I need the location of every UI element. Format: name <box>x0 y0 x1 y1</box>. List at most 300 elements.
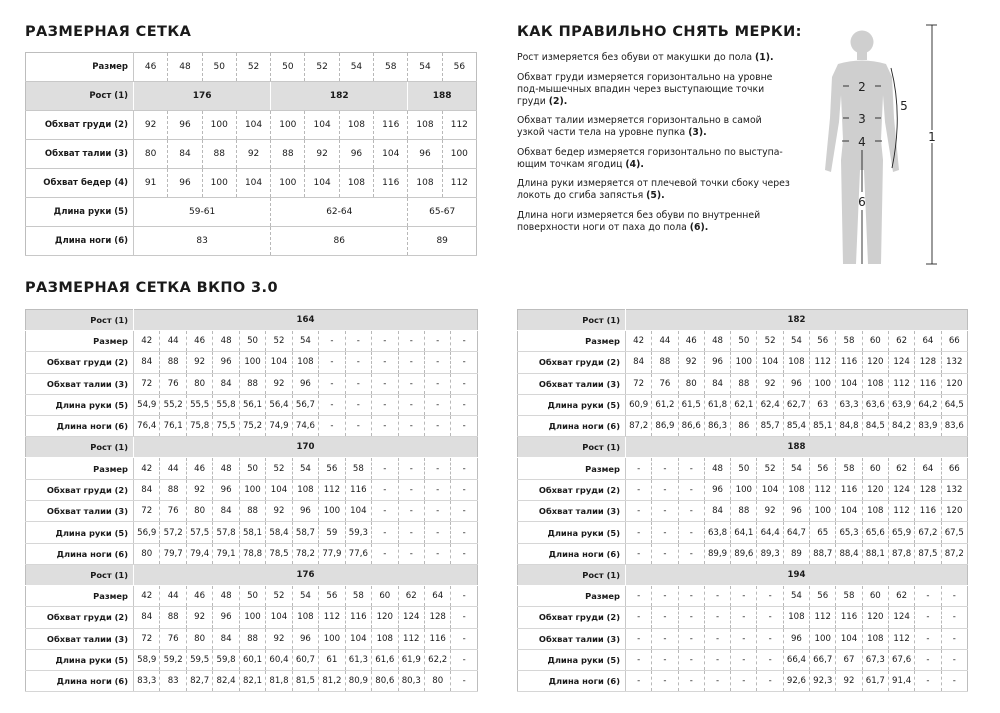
size-cell: 92 <box>678 352 704 373</box>
size-cell: 46 <box>678 331 704 352</box>
grid-cell: 52 <box>236 53 270 82</box>
grid-cell: 56 <box>442 53 476 82</box>
size-row-label: Обхват талии (3) <box>518 628 626 649</box>
size-cell: 54,9 <box>134 394 160 415</box>
grid-row <box>26 227 477 256</box>
grid-cell: 100 <box>271 169 305 198</box>
size-cell: - <box>731 671 757 692</box>
size-cell: 59,5 <box>186 649 212 670</box>
size-cell: 84 <box>213 628 239 649</box>
size-cell: 96 <box>292 373 318 394</box>
size-cell: - <box>678 649 704 670</box>
size-cell: 64,2 <box>915 394 941 415</box>
howto-list <box>517 52 792 241</box>
grid-group-cell: 182 <box>271 82 408 111</box>
grid-cell: 46 <box>134 53 168 82</box>
size-cell: 108 <box>292 352 318 373</box>
size-row <box>26 649 478 670</box>
size-cell: 63,9 <box>888 394 914 415</box>
size-cell: 120 <box>941 373 967 394</box>
howto-item <box>517 52 792 64</box>
size-cell: 92 <box>186 352 212 373</box>
size-cell: 104 <box>836 501 862 522</box>
howto-ref: (6). <box>689 221 709 233</box>
size-row <box>518 543 968 564</box>
size-cell: 59,3 <box>345 522 371 543</box>
size-cell: 52 <box>757 458 783 479</box>
grid-cell: 100 <box>442 140 476 169</box>
size-cell: 80 <box>678 373 704 394</box>
grid-cell: 96 <box>339 140 373 169</box>
size-cell: - <box>757 671 783 692</box>
size-cell: - <box>345 394 371 415</box>
size-cell: 116 <box>345 479 371 500</box>
size-cell: 124 <box>888 479 914 500</box>
size-cell: 55,8 <box>213 394 239 415</box>
size-cell: - <box>398 501 424 522</box>
size-cell: 56,7 <box>292 394 318 415</box>
size-cell: 112 <box>888 628 914 649</box>
size-cell: 88 <box>160 607 186 628</box>
size-cell: 48 <box>213 585 239 606</box>
size-cell: 120 <box>862 479 888 500</box>
vkpo-left-table <box>25 309 478 692</box>
size-cell: - <box>626 501 652 522</box>
size-cell: 116 <box>915 373 941 394</box>
size-row-label: Обхват талии (3) <box>26 373 134 394</box>
size-cell: 65 <box>810 522 836 543</box>
size-cell: - <box>652 479 678 500</box>
grid-cell: 116 <box>374 169 408 198</box>
size-row <box>518 585 968 606</box>
size-cell: 112 <box>810 352 836 373</box>
size-cell: 52 <box>757 331 783 352</box>
size-cell: 108 <box>783 479 809 500</box>
size-cell: - <box>704 628 730 649</box>
howto-text: Обхват талии измеряется горизонтально в самой узкой части тела на уровне пупка <box>517 115 762 138</box>
size-cell: 76 <box>160 628 186 649</box>
size-cell: 100 <box>239 607 265 628</box>
howto-ref: (4). <box>625 158 644 170</box>
size-grid-title: РАЗМЕРНАЯ СЕТКА <box>25 24 192 40</box>
size-cell: 76 <box>652 373 678 394</box>
size-cell: - <box>451 373 478 394</box>
size-cell: - <box>652 543 678 564</box>
size-cell: 128 <box>424 607 450 628</box>
size-cell: 116 <box>836 352 862 373</box>
size-cell: 56,4 <box>266 394 292 415</box>
size-cell: 44 <box>652 331 678 352</box>
size-cell: 112 <box>319 479 345 500</box>
size-cell: 92 <box>186 479 212 500</box>
grid-cell: 92 <box>134 111 168 140</box>
size-cell: - <box>704 649 730 670</box>
size-cell: - <box>626 458 652 479</box>
size-cell: 112 <box>810 479 836 500</box>
size-cell: 87,5 <box>915 543 941 564</box>
size-cell: 62 <box>888 458 914 479</box>
howto-text: Обхват бедер измеряется горизонтально по выступа-ющим точкам ягодиц <box>517 146 783 170</box>
size-row <box>26 628 478 649</box>
size-cell: - <box>424 373 450 394</box>
grid-cell: 92 <box>305 140 339 169</box>
howto-item <box>517 178 792 202</box>
grid-cell: 116 <box>374 111 408 140</box>
size-cell: 80 <box>424 671 450 692</box>
size-row <box>518 501 968 522</box>
size-cell: 116 <box>836 479 862 500</box>
size-cell: - <box>915 628 941 649</box>
size-row-label: Длина руки (5) <box>26 649 134 670</box>
grid-cell: 108 <box>339 111 373 140</box>
size-row-label: Обхват груди (2) <box>26 352 134 373</box>
grid-group-cell: 59-61 <box>134 198 271 227</box>
size-cell: 104 <box>836 373 862 394</box>
size-cell: 120 <box>372 607 398 628</box>
size-cell: 76 <box>160 501 186 522</box>
size-cell: 46 <box>186 585 212 606</box>
grid-cell: 88 <box>202 140 236 169</box>
size-cell: 84 <box>213 373 239 394</box>
size-cell: 116 <box>345 607 371 628</box>
size-cell: - <box>398 543 424 564</box>
howto-ref: (3). <box>688 127 707 138</box>
size-cell: 84 <box>704 373 730 394</box>
size-cell: - <box>451 352 478 373</box>
grid-cell: 80 <box>134 140 168 169</box>
size-cell: 63,8 <box>704 522 730 543</box>
size-cell: - <box>319 331 345 352</box>
size-row <box>26 522 478 543</box>
size-cell: 88 <box>652 352 678 373</box>
size-cell: 92,6 <box>783 671 809 692</box>
size-cell: 63,6 <box>862 394 888 415</box>
size-cell: - <box>451 543 478 564</box>
size-row-label: Обхват груди (2) <box>518 352 626 373</box>
size-cell: 59,8 <box>213 649 239 670</box>
size-cell: 88 <box>239 501 265 522</box>
size-cell: 88 <box>239 373 265 394</box>
size-row <box>518 394 968 415</box>
size-cell: - <box>757 585 783 606</box>
size-row <box>518 352 968 373</box>
size-cell: 83,9 <box>915 416 941 437</box>
size-cell: 84 <box>704 501 730 522</box>
size-cell: - <box>757 607 783 628</box>
grid-group-cell: 83 <box>134 227 271 256</box>
size-cell: - <box>678 628 704 649</box>
size-cell: 58 <box>836 585 862 606</box>
size-cell: 112 <box>888 373 914 394</box>
size-row-label: Размер <box>518 458 626 479</box>
grid-row-label: Обхват бедер (4) <box>26 169 134 198</box>
size-cell: - <box>678 607 704 628</box>
grid-group-cell: 86 <box>271 227 408 256</box>
size-cell: 132 <box>941 479 967 500</box>
size-cell: - <box>652 607 678 628</box>
size-cell: 85,7 <box>757 416 783 437</box>
size-row-label: Обхват талии (3) <box>26 628 134 649</box>
size-cell: - <box>731 628 757 649</box>
size-row-label: Длина ноги (6) <box>518 671 626 692</box>
size-cell: - <box>704 671 730 692</box>
size-cell: 64 <box>915 331 941 352</box>
howto-ref: (1). <box>755 52 774 63</box>
grid-cell: 108 <box>408 169 442 198</box>
size-cell: 62,2 <box>424 649 450 670</box>
size-cell: 63,3 <box>836 394 862 415</box>
size-cell: - <box>941 607 967 628</box>
size-cell: 88,7 <box>810 543 836 564</box>
size-cell: 56 <box>810 585 836 606</box>
size-cell: 65,6 <box>862 522 888 543</box>
grid-row-label: Обхват груди (2) <box>26 111 134 140</box>
grid-cell: 104 <box>374 140 408 169</box>
size-row <box>518 331 968 352</box>
size-cell: - <box>757 628 783 649</box>
size-cell: 89 <box>783 543 809 564</box>
size-row <box>26 479 478 500</box>
size-cell: - <box>678 522 704 543</box>
size-cell: 96 <box>213 352 239 373</box>
size-cell: - <box>451 649 478 670</box>
size-cell: - <box>451 331 478 352</box>
size-row-label: Обхват груди (2) <box>26 607 134 628</box>
size-row <box>26 373 478 394</box>
size-cell: 44 <box>160 331 186 352</box>
size-cell: 54 <box>783 585 809 606</box>
size-cell: 88 <box>731 373 757 394</box>
grid-row-label: Длина ноги (6) <box>26 227 134 256</box>
size-cell: 62 <box>888 331 914 352</box>
size-row-label: Размер <box>26 458 134 479</box>
size-cell: 65,9 <box>888 522 914 543</box>
size-cell: 61,9 <box>398 649 424 670</box>
grid-row-label: Размер <box>26 53 134 82</box>
size-cell: 79,7 <box>160 543 186 564</box>
size-cell: 92 <box>266 501 292 522</box>
size-cell: 67,6 <box>888 649 914 670</box>
grid-cell: 96 <box>168 169 202 198</box>
size-cell: - <box>626 543 652 564</box>
size-cell: - <box>451 458 478 479</box>
size-grid-table <box>25 52 477 256</box>
size-cell: - <box>372 479 398 500</box>
size-cell: - <box>678 501 704 522</box>
height-row <box>26 310 478 331</box>
size-cell: 96 <box>292 628 318 649</box>
grid-group-cell: 176 <box>134 82 271 111</box>
size-cell: 81,8 <box>266 671 292 692</box>
size-cell: 78,5 <box>266 543 292 564</box>
mark-waist: 3 <box>858 112 866 126</box>
size-cell: 57,8 <box>213 522 239 543</box>
size-cell: 64,5 <box>941 394 967 415</box>
size-cell: 62,7 <box>783 394 809 415</box>
size-row-label: Обхват груди (2) <box>518 479 626 500</box>
size-cell: - <box>424 331 450 352</box>
size-cell: 92,3 <box>810 671 836 692</box>
size-row <box>26 416 478 437</box>
size-cell: 92 <box>266 373 292 394</box>
size-cell: 48 <box>704 458 730 479</box>
howto-text: Длина руки измеряется от плечевой точки сбоку через локоть до сгиба запястья <box>517 178 790 201</box>
grid-row-label: Обхват талии (3) <box>26 140 134 169</box>
size-cell: - <box>372 543 398 564</box>
size-cell: 80 <box>186 628 212 649</box>
size-cell: 83,6 <box>941 416 967 437</box>
size-cell: 74,6 <box>292 416 318 437</box>
size-cell: 120 <box>862 607 888 628</box>
size-row <box>518 416 968 437</box>
size-row <box>26 331 478 352</box>
size-cell: - <box>626 479 652 500</box>
size-cell: 104 <box>757 352 783 373</box>
size-cell: - <box>345 331 371 352</box>
size-cell: - <box>372 331 398 352</box>
size-cell: 61,5 <box>678 394 704 415</box>
mark-chest: 2 <box>858 80 866 94</box>
size-cell: - <box>424 394 450 415</box>
size-cell: 124 <box>398 607 424 628</box>
howto-ref: (2). <box>548 95 568 107</box>
grid-cell: 88 <box>271 140 305 169</box>
grid-row-label: Длина руки (5) <box>26 198 134 227</box>
size-cell: 132 <box>941 352 967 373</box>
size-cell: - <box>398 522 424 543</box>
size-cell: 61,2 <box>652 394 678 415</box>
size-row <box>26 607 478 628</box>
size-cell: - <box>372 373 398 394</box>
size-cell: 50 <box>731 458 757 479</box>
size-cell: - <box>652 501 678 522</box>
size-cell: 42 <box>134 585 160 606</box>
size-cell: 96 <box>213 479 239 500</box>
size-cell: 84,5 <box>862 416 888 437</box>
size-cell: 104 <box>345 628 371 649</box>
size-cell: - <box>626 671 652 692</box>
size-cell: 62,4 <box>757 394 783 415</box>
size-cell: 96 <box>783 373 809 394</box>
grid-cell: 104 <box>305 169 339 198</box>
size-cell: 60 <box>862 585 888 606</box>
size-cell: - <box>915 671 941 692</box>
height-row <box>518 564 968 585</box>
height-label: Рост (1) <box>26 437 134 458</box>
size-cell: 84 <box>134 352 160 373</box>
size-cell: 80,6 <box>372 671 398 692</box>
size-cell: 80 <box>134 543 160 564</box>
grid-row <box>26 53 477 82</box>
size-cell: 81,2 <box>319 671 345 692</box>
size-row <box>518 458 968 479</box>
size-cell: 124 <box>888 352 914 373</box>
size-cell: 75,5 <box>213 416 239 437</box>
size-cell: - <box>372 394 398 415</box>
size-cell: 74,9 <box>266 416 292 437</box>
size-cell: 112 <box>810 607 836 628</box>
size-cell: 100 <box>810 628 836 649</box>
size-cell: 87,2 <box>941 543 967 564</box>
size-cell: 128 <box>915 352 941 373</box>
grid-row <box>26 82 477 111</box>
grid-cell: 108 <box>339 169 373 198</box>
size-cell: - <box>652 585 678 606</box>
size-cell: 62 <box>888 585 914 606</box>
size-cell: - <box>652 671 678 692</box>
size-cell: - <box>398 416 424 437</box>
size-cell: 100 <box>810 501 836 522</box>
size-cell: 84,2 <box>888 416 914 437</box>
size-cell: 89,9 <box>704 543 730 564</box>
size-cell: 104 <box>345 501 371 522</box>
size-cell: - <box>731 649 757 670</box>
size-cell: 62 <box>398 585 424 606</box>
size-cell: 96 <box>783 628 809 649</box>
height-label: Рост (1) <box>518 437 626 458</box>
size-cell: 87,2 <box>626 416 652 437</box>
size-cell: - <box>704 607 730 628</box>
size-cell: - <box>345 352 371 373</box>
body-measurement-figure <box>815 20 945 270</box>
size-row <box>26 458 478 479</box>
size-cell: 91,4 <box>888 671 914 692</box>
size-cell: - <box>626 649 652 670</box>
size-cell: 58,7 <box>292 522 318 543</box>
size-row-label: Обхват талии (3) <box>518 373 626 394</box>
size-cell: - <box>941 628 967 649</box>
size-cell: - <box>398 458 424 479</box>
size-cell: 60,9 <box>626 394 652 415</box>
size-cell: 75,2 <box>239 416 265 437</box>
size-cell: 59 <box>319 522 345 543</box>
size-cell: 58 <box>836 331 862 352</box>
size-cell: - <box>451 628 478 649</box>
size-cell: 80,3 <box>398 671 424 692</box>
size-cell: 86 <box>731 416 757 437</box>
size-cell: 89,3 <box>757 543 783 564</box>
size-cell: 84 <box>134 479 160 500</box>
howto-ref: (5). <box>646 190 665 201</box>
size-cell: - <box>704 585 730 606</box>
size-cell: 88 <box>160 479 186 500</box>
size-cell: - <box>424 543 450 564</box>
size-cell: 66 <box>941 331 967 352</box>
size-cell: - <box>345 373 371 394</box>
size-cell: - <box>678 458 704 479</box>
size-row-label: Размер <box>26 585 134 606</box>
size-cell: 100 <box>239 352 265 373</box>
size-cell: 56 <box>319 458 345 479</box>
size-cell: - <box>941 649 967 670</box>
size-cell: 104 <box>266 352 292 373</box>
size-cell: 56 <box>810 458 836 479</box>
size-cell: - <box>451 479 478 500</box>
size-cell: 96 <box>704 479 730 500</box>
size-cell: 104 <box>266 607 292 628</box>
size-cell: - <box>451 394 478 415</box>
size-cell: - <box>678 543 704 564</box>
size-cell: 60,7 <box>292 649 318 670</box>
size-cell: - <box>915 585 941 606</box>
size-cell: 88 <box>731 501 757 522</box>
size-cell: 50 <box>731 331 757 352</box>
size-cell: - <box>424 458 450 479</box>
size-cell: - <box>319 416 345 437</box>
size-cell: - <box>319 373 345 394</box>
size-cell: 54 <box>292 458 318 479</box>
size-cell: 58,9 <box>134 649 160 670</box>
